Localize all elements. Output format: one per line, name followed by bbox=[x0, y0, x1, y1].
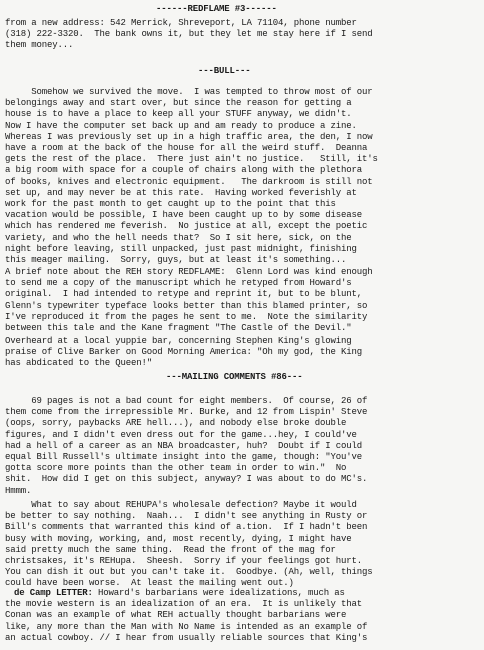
bull-paragraph-line: variety, and who the hell needs that? So I sit here, sick, on the bbox=[5, 232, 352, 243]
bull-paragraph-line: night before leaving, still unpacked, just past midnight, finishing bbox=[5, 243, 357, 254]
rehupa-comments-line: could have been worse. At least the mailing went out.) bbox=[5, 578, 294, 589]
mailing-comments-line: shit. How did I get on this subject, anyway? I was about to do MC's. bbox=[5, 474, 368, 485]
mailing-comments-line: them come from the irrepressible Mr. Burke, and 12 from Lispin' Steve bbox=[5, 407, 368, 418]
decamp-letter-line: Conan was an example of what REH actually thought barbarians were bbox=[5, 610, 347, 621]
bull-paragraph-line: a big room with space for a couple of chairs along with the plethora bbox=[5, 165, 363, 176]
bull-paragraph-line: work for the past month to get caught up to the point that this bbox=[5, 199, 336, 209]
rehupa-comments-line: You can dish it out but you can't take it. Goodbye. (Ah, well, things bbox=[5, 567, 373, 578]
zine-header: ------REDFLAME #3------ bbox=[156, 4, 277, 14]
mailing-comments-line: gotta score more points than the other team in order to win." No bbox=[5, 463, 347, 474]
address-line: them money... bbox=[5, 40, 74, 51]
bull-paragraph-line: belongings away and start over, but since the reason for getting a bbox=[5, 98, 352, 109]
mailing-comments-line: Hmmm. bbox=[5, 485, 32, 496]
rehupa-comments-line: be better to say nothing. Naah... I didn't see anything in Rusty or bbox=[5, 511, 368, 522]
address-line: (318) 222-3320. The bank owns it, but they let me stay here if I send bbox=[5, 29, 373, 40]
bull-paragraph-line: which has rendered me feverish. No justice at all, except the poetic bbox=[5, 221, 368, 232]
bull-paragraph-line: Whereas I was previously set up in a high traffic area, the den, I now bbox=[5, 131, 373, 142]
overheard-line: has abdicated to the Queen!" bbox=[5, 358, 153, 369]
decamp-letter-line: like, any more than the Man with No Name is intended as an example of bbox=[5, 621, 368, 632]
bull-paragraph-line: of books, knives and electronic equipment. The darkroom is still not bbox=[5, 176, 373, 187]
bull-paragraph-line: this meager mailing. Sorry, guys, but at least it's something... bbox=[5, 255, 347, 265]
section-heading-mailing-comments: ---MAILING COMMENTS #86--- bbox=[166, 372, 303, 382]
bull-paragraph-line: vacation would be possible, I have been caught up to by some disease bbox=[5, 210, 363, 221]
redflame-note-line: original. I had intended to retype and reprint it, but to be blunt, bbox=[5, 289, 363, 300]
mailing-comments-line: figures, and I didn't even dress out for the game...hey, I could've bbox=[5, 429, 357, 440]
decamp-letter-line: the movie western is an idealization of an era. It is unlikely that bbox=[5, 599, 363, 610]
bull-paragraph-line: have a room at the back of the house for all the weird stuff. Deanna bbox=[5, 143, 368, 153]
decamp-letter-line: an actual cowboy. // I hear from usually reliable sources that King's bbox=[5, 632, 368, 643]
address-line: from a new address: 542 Merrick, Shreveport, LA 71104, phone number bbox=[5, 18, 357, 28]
redflame-note-line: A brief note about the REH story REDFLAME: Glenn Lord was kind enough bbox=[5, 267, 373, 277]
decamp-letter-label: de Camp LETTER: bbox=[14, 588, 93, 598]
redflame-note-line: to send me a copy of the manuscript which he retyped from Howard's bbox=[5, 278, 352, 289]
mailing-comments-line: had a hell of a career as an NBA broadcaster, huh? Doubt if I could bbox=[5, 440, 363, 451]
overheard-line: praise of Clive Barker on Good Morning America: "Oh my god, the King bbox=[5, 347, 363, 358]
decamp-letter-line: Howard's barbarians were idealizations, much as bbox=[92, 588, 345, 598]
redflame-note-line: Glenn's typewriter typeface looks better than this blamed printer, so bbox=[5, 300, 368, 311]
rehupa-comments-line: busy with moving, working, and, most recently, dying, I might have bbox=[5, 533, 352, 544]
rehupa-comments-line: christsakes, it's REHupa. Sheesh. Sorry if your feelings got hurt. bbox=[5, 556, 363, 566]
rehupa-comments-line: said pretty much the same thing. Read the front of the mag for bbox=[5, 544, 336, 555]
bull-paragraph-line: Somehow we survived the move. I was tempted to throw most of our bbox=[5, 87, 373, 97]
redflame-note-line: between this tale and the Kane fragment "The Castle of the Devil." bbox=[5, 323, 352, 333]
redflame-note-line: I've reproduced it from the pages he sent to me. Note the similarity bbox=[5, 311, 368, 322]
bull-paragraph-line: set up, and may never be at this rate. Having worked feverishly at bbox=[5, 187, 357, 198]
rehupa-comments-line: Bill's comments that warranted this kind of a.tion. If I hadn't been bbox=[5, 522, 368, 533]
mailing-comments-line: (oops, sorry, paybacks ARE hell...), and nobody else broke double bbox=[5, 418, 347, 429]
bull-paragraph-line: gets the rest of the place. There just ain't no justice. Still, it's bbox=[5, 154, 378, 165]
bull-paragraph-line: house is to have a place to keep all your STUFF anyway, we didn't. bbox=[5, 109, 352, 120]
section-heading-bull: ---BULL--- bbox=[198, 66, 251, 76]
overheard-line: Overheard at a local yuppie bar, concerning Stephen King's glowing bbox=[5, 336, 352, 346]
mailing-comments-line: 69 pages is not a bad count for eight members. Of course, 26 of bbox=[5, 396, 368, 406]
rehupa-comments-line: What to say about REHUPA's wholesale defection? Maybe it would bbox=[5, 500, 357, 510]
mailing-comments-line: equal Bill Russell's ultimate insight into the game, though: "You've bbox=[5, 452, 363, 462]
bull-paragraph-line: Now I have the computer set back up and am ready to produce a zine. bbox=[5, 120, 357, 131]
